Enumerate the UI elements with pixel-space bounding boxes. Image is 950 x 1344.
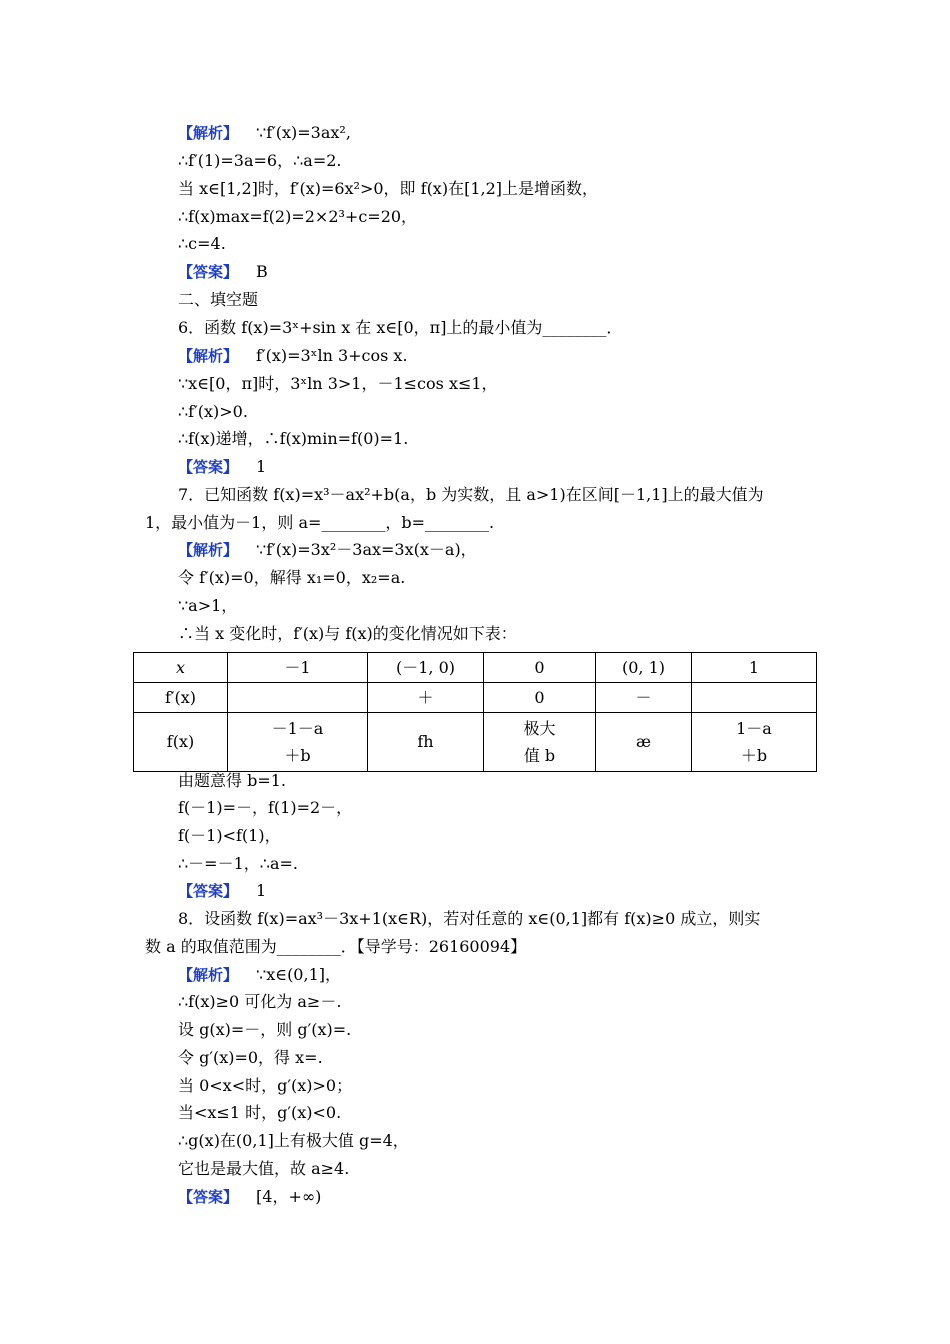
table-cell: 0 bbox=[484, 683, 596, 713]
cell-line: 1－a bbox=[736, 719, 772, 738]
table-cell: － bbox=[596, 683, 692, 713]
table-cell bbox=[228, 683, 368, 713]
q5-step-1: ∴f′(1)=3a=6，∴a=2. bbox=[178, 151, 342, 170]
table-cell: f′(x) bbox=[134, 683, 228, 713]
q8-analysis-line bbox=[178, 965, 341, 985]
table-cell: f(x) bbox=[134, 713, 228, 772]
table-cell bbox=[692, 713, 817, 772]
q6-step-2: ∴f′(x)>0. bbox=[178, 402, 248, 421]
q6-step-3: ∴f(x)递增，∴f(x)min=f(0)=1. bbox=[178, 429, 409, 448]
q8-answer-line bbox=[178, 1187, 321, 1207]
section-title: 二、填空题 bbox=[178, 290, 259, 309]
cell-line: －1－a bbox=[271, 719, 324, 738]
table-cell: (0, 1) bbox=[596, 653, 692, 683]
q7-step-3: ∴当 x 变化时，f′(x)与 f(x)的变化情况如下表： bbox=[178, 624, 517, 643]
variation-table bbox=[133, 652, 817, 772]
answer-tag: 【答案】 bbox=[178, 1188, 239, 1206]
q8-question-line-2: 数 a 的取值范围为________．【导学号：26160094】 bbox=[145, 937, 527, 956]
q8-answer: [4，+∞) bbox=[256, 1187, 322, 1206]
q8-step-4: 当 0<x<时，g′(x)>0； bbox=[178, 1076, 353, 1095]
q7-question-line-1: 7．已知函数 f(x)=x³－ax²+b(a，b 为实数，且 a>1)在区间[－1,1]上的最大值为 bbox=[178, 485, 764, 504]
cell-line: 值 b bbox=[523, 746, 556, 765]
q8-step-1: ∴f(x)≥0 可化为 a≥－. bbox=[178, 992, 342, 1011]
q8-step-6: ∴g(x)在(0,1]上有极大值 g=4， bbox=[178, 1131, 409, 1150]
q6-analysis-line bbox=[178, 346, 408, 366]
table-cell bbox=[692, 683, 817, 713]
q8-question-line-1: 8．设函数 f(x)=ax³－3x+1(x∈R)，若对任意的 x∈(0,1]都有 f(x)≥0 成立，则实 bbox=[178, 909, 761, 928]
q5-step-2: 当 x∈[1,2]时，f′(x)=6x²>0，即 f(x)在[1,2]上是增函数， bbox=[178, 179, 599, 198]
table-cell bbox=[228, 713, 368, 772]
q7-step-2: ∵a>1， bbox=[178, 596, 238, 615]
table-row bbox=[134, 653, 817, 683]
q7-answer: 1 bbox=[256, 881, 267, 900]
table-cell: (－1, 0) bbox=[368, 653, 484, 683]
q5-answer: B bbox=[256, 262, 268, 281]
table-cell: ＋ bbox=[368, 683, 484, 713]
q7-question-line-2: 1，最小值为－1，则 a=________，b=________. bbox=[145, 513, 495, 532]
answer-tag: 【答案】 bbox=[178, 458, 239, 476]
q7-answer-line bbox=[178, 881, 266, 901]
answer-tag: 【答案】 bbox=[178, 263, 239, 281]
q7-step-4: 由题意得 b=1. bbox=[178, 771, 287, 790]
cell-line: ＋b bbox=[740, 746, 768, 765]
q7-step-5: f(－1)=－，f(1)=2－， bbox=[178, 798, 353, 817]
q5-step-3: ∴f(x)max=f(2)=2×2³+c=20， bbox=[178, 207, 418, 226]
q8-step-2: 设 g(x)=－，则 g′(x)=. bbox=[178, 1020, 352, 1039]
table-row bbox=[134, 713, 817, 772]
table-cell: 0 bbox=[484, 653, 596, 683]
q8-step-5: 当<x≤1 时，g′(x)<0. bbox=[178, 1103, 342, 1122]
q7-step-1: 令 f′(x)=0，解得 x₁=0，x₂=a. bbox=[178, 568, 406, 587]
q5-step-4: ∴c=4. bbox=[178, 234, 226, 253]
q7-step-6: f(－1)<f(1)， bbox=[178, 826, 281, 845]
table-cell: x bbox=[134, 653, 228, 683]
analysis-tag: 【解析】 bbox=[178, 966, 239, 984]
q8-step-7: 它也是最大值，故 a≥4. bbox=[178, 1159, 350, 1178]
table-row bbox=[134, 683, 817, 713]
answer-tag: 【答案】 bbox=[178, 882, 239, 900]
cell-line: 极大 bbox=[523, 719, 556, 738]
q6-answer-line bbox=[178, 457, 266, 477]
table-cell: 1 bbox=[692, 653, 817, 683]
q5-answer-line bbox=[178, 262, 268, 282]
q8-step-3: 令 g′(x)=0，得 x=. bbox=[178, 1048, 323, 1067]
analysis-tag: 【解析】 bbox=[178, 347, 239, 365]
table-cell: －1 bbox=[228, 653, 368, 683]
table-cell: fh bbox=[368, 713, 484, 772]
q6-analysis-text: f′(x)=3ˣln 3+cos x. bbox=[256, 346, 408, 365]
q6-step-1: ∵x∈[0，π]时，3ˣln 3>1，－1≤cos x≤1， bbox=[178, 374, 498, 393]
q7-analysis-text: ∵f′(x)=3x²－3ax=3x(x－a)， bbox=[256, 540, 477, 559]
table-cell: æ bbox=[596, 713, 692, 772]
table-cell bbox=[484, 713, 596, 772]
q5-analysis-line bbox=[178, 123, 351, 143]
cell-line: ＋b bbox=[284, 746, 311, 765]
analysis-tag: 【解析】 bbox=[178, 541, 239, 559]
q8-analysis-text: ∵x∈(0,1]， bbox=[256, 965, 341, 984]
q5-analysis-text: ∵f′(x)=3ax², bbox=[256, 123, 351, 142]
q6-question: 6．函数 f(x)=3ˣ+sin x 在 x∈[0，π]上的最小值为________． bbox=[178, 318, 623, 337]
q7-step-7: ∴－=－1，∴a=. bbox=[178, 854, 298, 873]
q6-answer: 1 bbox=[256, 457, 267, 476]
analysis-tag: 【解析】 bbox=[178, 124, 239, 142]
q7-analysis-line bbox=[178, 540, 477, 560]
